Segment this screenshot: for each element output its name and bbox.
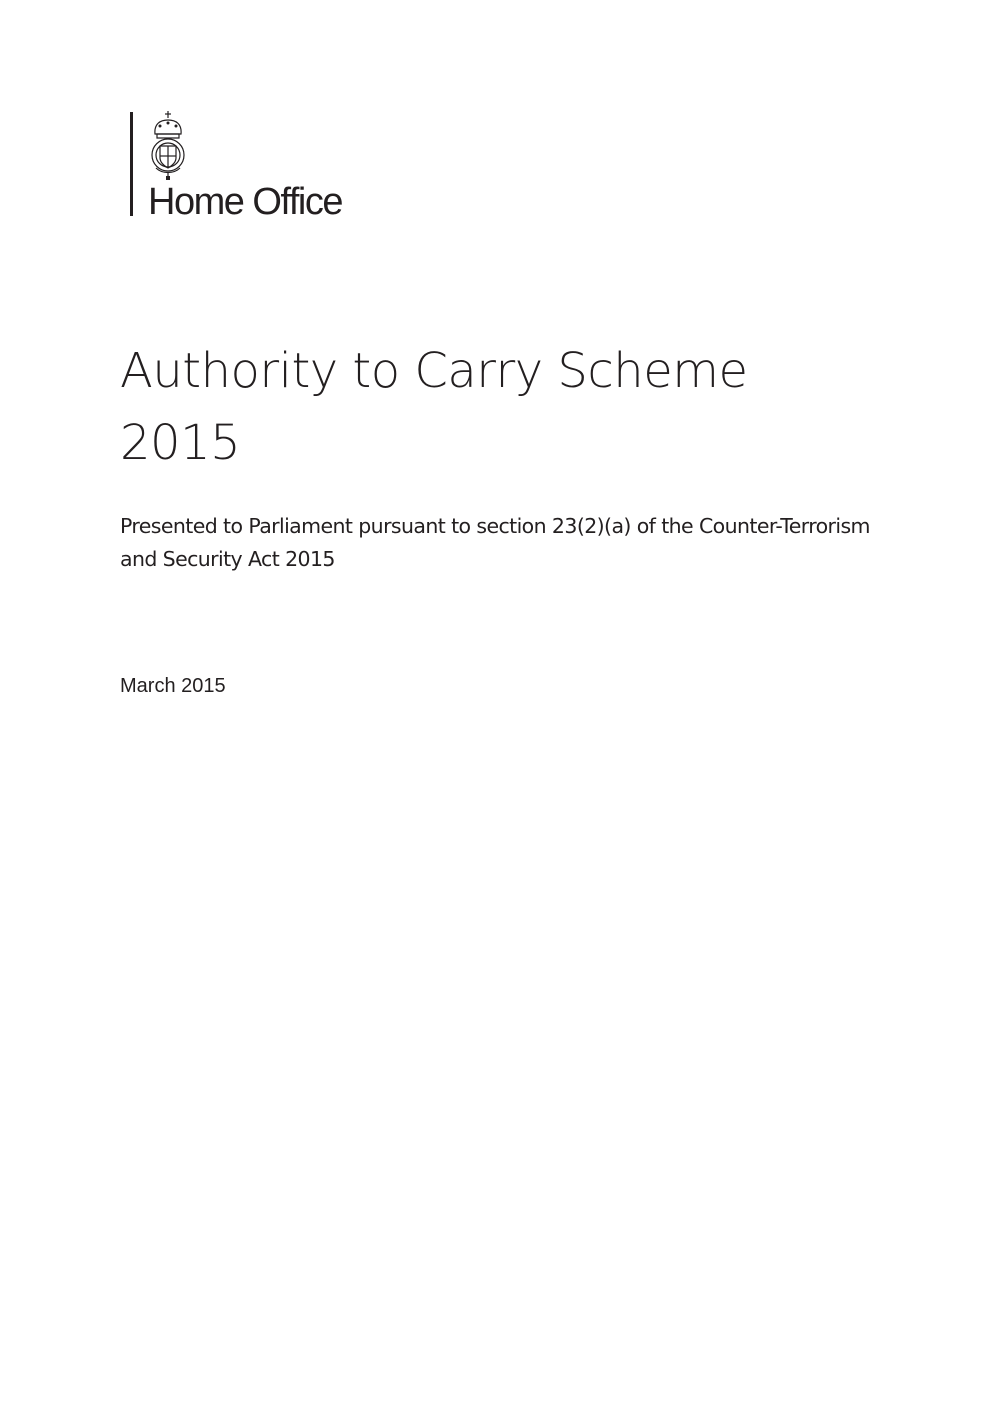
document-title: Authority to Carry Scheme 2015 bbox=[120, 343, 748, 471]
document-subtitle: Presented to Parliament pursuant to section 23(2)(a) of the Counter-Terrorism and Security Act 2015 bbox=[120, 514, 870, 571]
logo-divider-bar bbox=[130, 112, 133, 216]
org-name: Home Office bbox=[148, 181, 342, 223]
publication-date: March 2015 bbox=[120, 675, 226, 697]
royal-crest-icon bbox=[148, 110, 188, 182]
